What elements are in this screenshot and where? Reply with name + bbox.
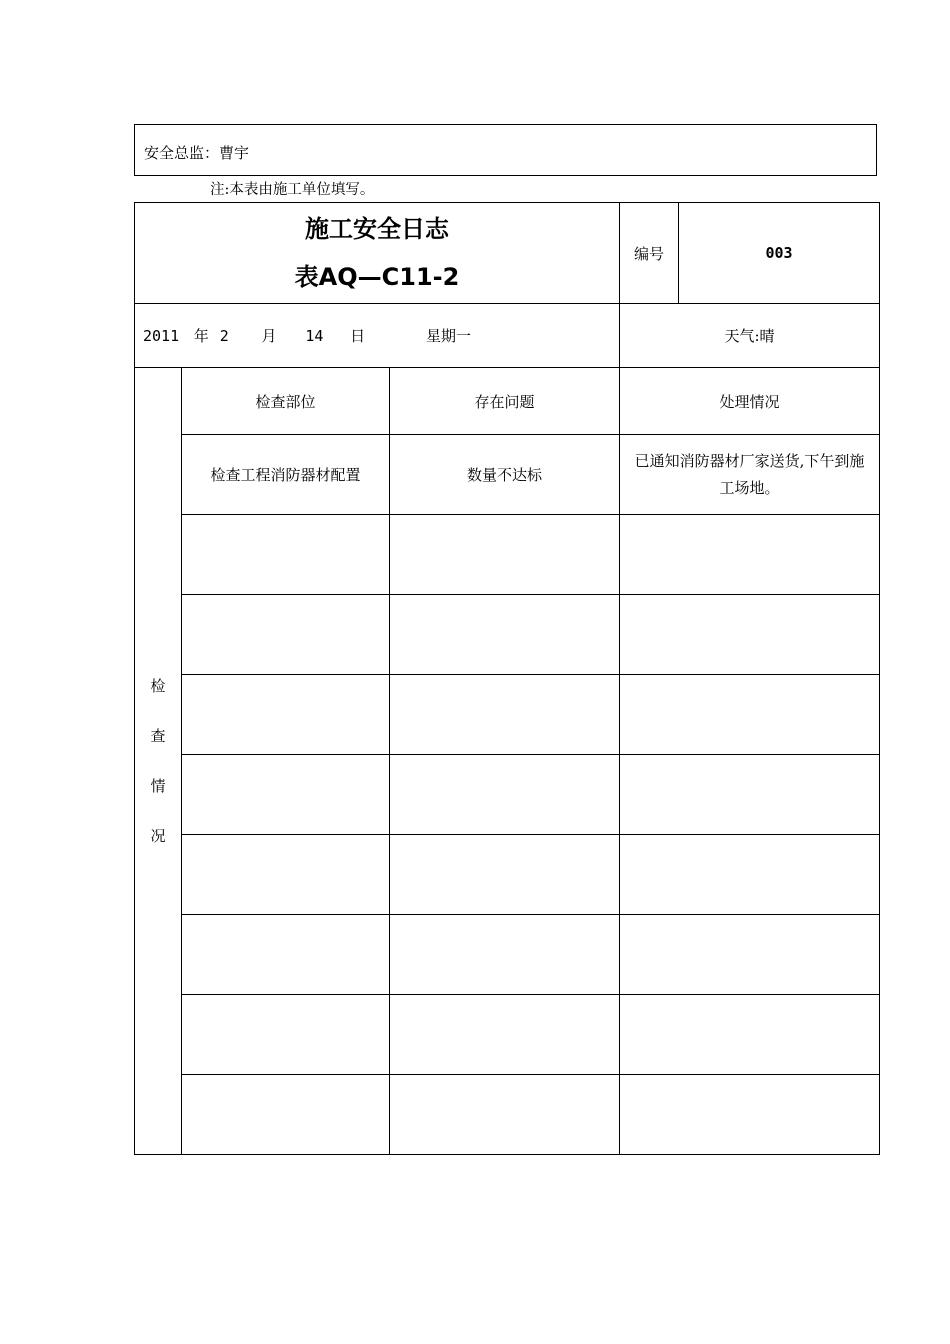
col-header-location: 检查部位	[182, 368, 390, 435]
table-row	[135, 1075, 880, 1155]
table-row	[135, 675, 880, 755]
cell-location	[182, 515, 390, 595]
supervisor-box	[134, 124, 877, 176]
cell-problem	[390, 675, 620, 755]
table-row	[135, 595, 880, 675]
cell-problem	[390, 515, 620, 595]
cell-handling	[620, 515, 880, 595]
col-header-problem: 存在问题	[390, 368, 620, 435]
side-char-1: 检	[150, 677, 166, 695]
date-cell	[135, 304, 620, 368]
weather: 天气:晴	[620, 304, 880, 368]
cell-location	[182, 995, 390, 1075]
cell-problem: 数量不达标	[390, 435, 620, 515]
number-label: 编号	[620, 203, 679, 304]
form-title: 施工安全日志	[305, 215, 449, 243]
table-row	[135, 835, 880, 915]
date-year: 2011	[143, 327, 180, 345]
safety-supervisor: 安全总监：曹宇	[144, 144, 250, 162]
cell-problem	[390, 995, 620, 1075]
table-row	[135, 435, 880, 515]
cell-handling	[620, 835, 880, 915]
cell-handling	[620, 595, 880, 675]
cell-location	[182, 835, 390, 915]
weekday: 星期一	[425, 327, 471, 345]
cell-problem	[390, 915, 620, 995]
cell-problem	[390, 1075, 620, 1155]
side-char-3: 情	[150, 777, 166, 795]
cell-location	[182, 1075, 390, 1155]
cell-location: 检查工程消防器材配置	[182, 435, 390, 515]
fill-note: 注:本表由施工单位填写。	[210, 182, 375, 198]
side-char-4: 况	[150, 827, 166, 845]
cell-handling	[620, 915, 880, 995]
date-month: 2	[219, 327, 229, 345]
table-row	[135, 995, 880, 1075]
form-code: 表AQ—C11-2	[294, 263, 460, 291]
cell-problem	[390, 595, 620, 675]
cell-location	[182, 755, 390, 835]
cell-handling	[620, 755, 880, 835]
table-row	[135, 915, 880, 995]
cell-location	[182, 595, 390, 675]
cell-problem	[390, 755, 620, 835]
safety-log-table	[134, 202, 880, 1155]
cell-handling	[620, 675, 880, 755]
date-row	[135, 304, 880, 368]
cell-location	[182, 675, 390, 755]
inspection-side-label	[135, 368, 182, 1155]
date-day-unit: 日	[350, 327, 366, 345]
date-day: 14	[305, 327, 324, 345]
title-cell	[135, 203, 620, 304]
cell-problem	[390, 835, 620, 915]
date-month-unit: 月	[261, 327, 277, 345]
side-char-2: 查	[150, 727, 166, 745]
number-value: 003	[679, 203, 880, 304]
table-row	[135, 515, 880, 595]
col-header-handling: 处理情况	[620, 368, 880, 435]
date-year-unit: 年	[193, 327, 209, 345]
cell-handling	[620, 1075, 880, 1155]
cell-handling: 已通知消防器材厂家送货,下午到施工场地。	[620, 435, 880, 515]
cell-handling	[620, 995, 880, 1075]
header-row	[135, 203, 880, 304]
column-header-row	[135, 368, 880, 435]
table-row	[135, 755, 880, 835]
cell-location	[182, 915, 390, 995]
